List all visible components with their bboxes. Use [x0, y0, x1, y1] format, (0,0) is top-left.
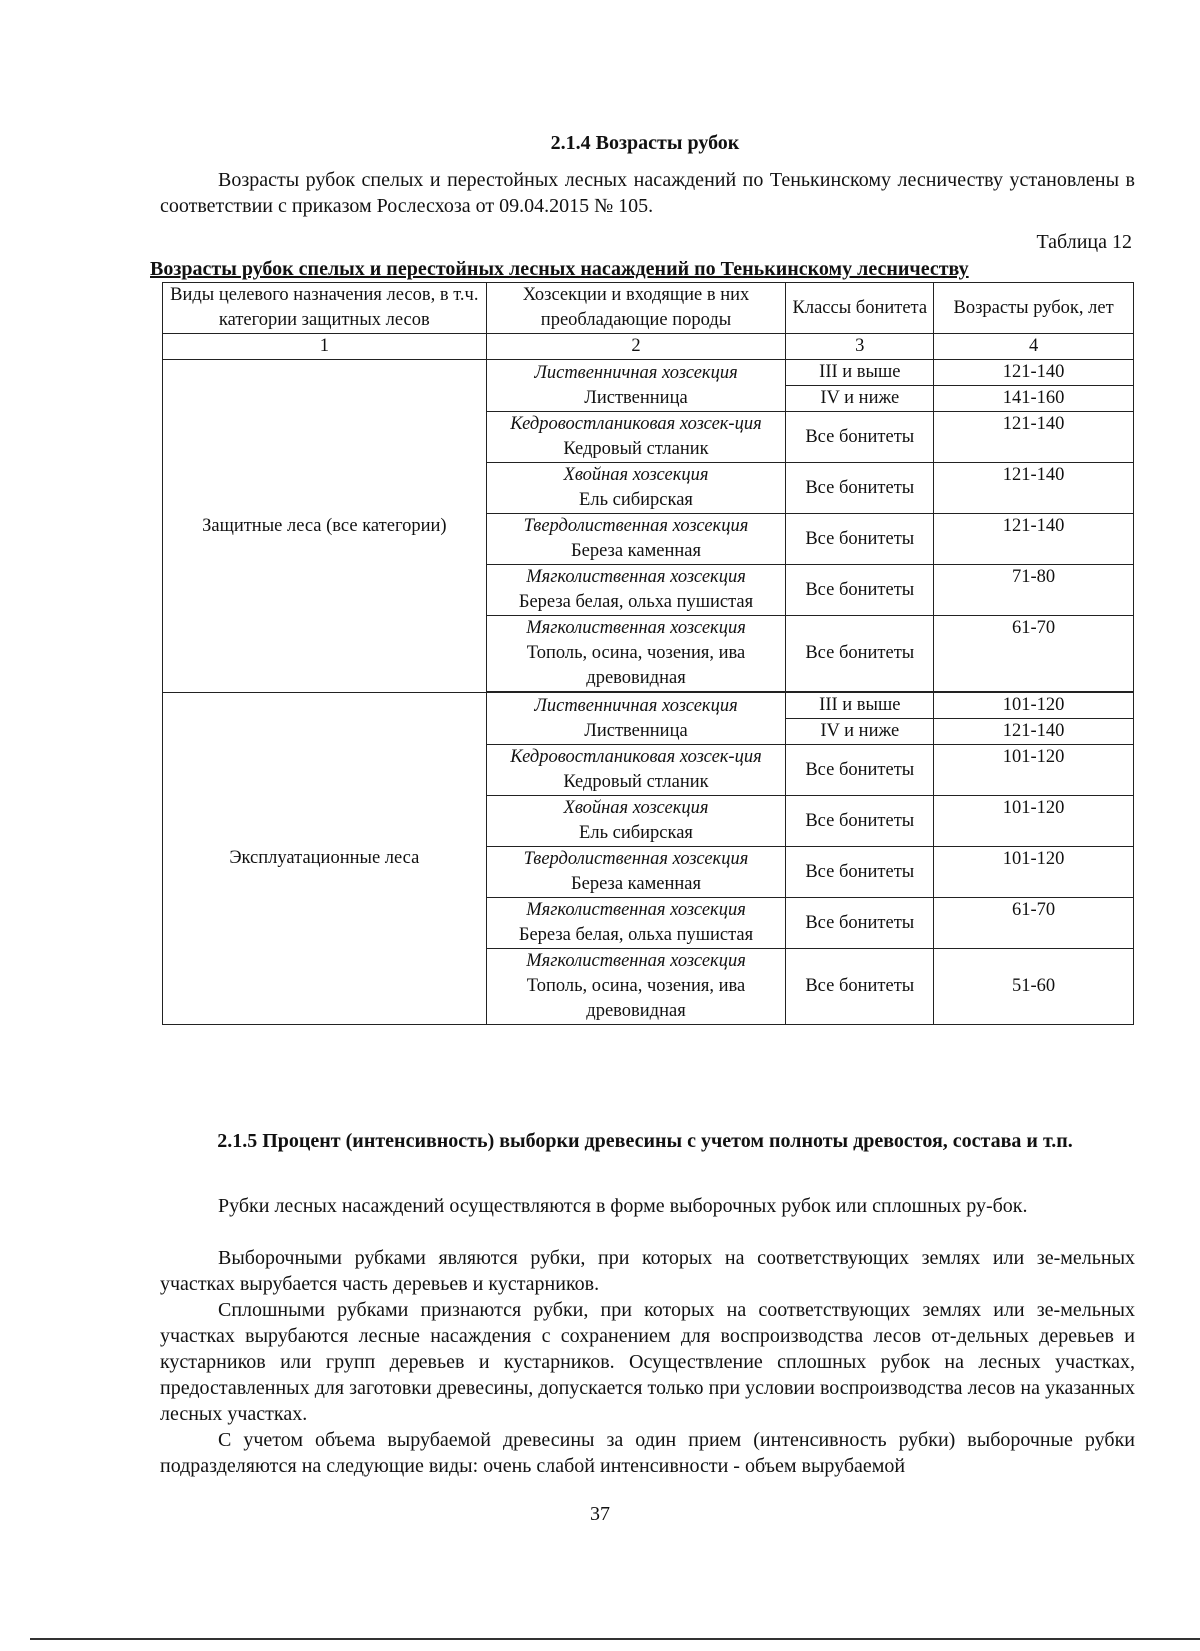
- species-name: Береза белая, ольха пушистая: [518, 592, 754, 612]
- species-name: Береза белая, ольха пушистая: [518, 925, 754, 945]
- age-cell: 101-120: [934, 693, 1134, 719]
- bonitet-cell: Все бонитеты: [786, 412, 934, 463]
- age-cell: 51-60: [934, 949, 1134, 1025]
- age-cell: 121-140: [934, 514, 1134, 565]
- bonitet-cell: III и выше: [786, 693, 934, 719]
- section-name: Мягколиственная хозсекция: [526, 567, 746, 587]
- age-cell: 121-140: [934, 719, 1134, 745]
- page-number: 37: [590, 1503, 610, 1525]
- section-name: Мягколиственная хозсекция: [526, 951, 746, 971]
- bonitet-cell: Все бонитеты: [786, 745, 934, 796]
- bonitet-cell: Все бонитеты: [786, 847, 934, 898]
- species-name: Кедровый стланик: [563, 439, 709, 459]
- section-title-2-1-4: 2.1.4 Возрасты рубок: [550, 132, 740, 154]
- paragraph: Выборочными рубками являются рубки, при которых на соответствующих землях или зе-мельных участках вырубается часть деревьев и кустарников.: [160, 1247, 1135, 1295]
- section-name: Кедровостланиковая хозсек-ция: [510, 747, 762, 767]
- age-cell: 121-140: [934, 463, 1134, 514]
- section-cell: [486, 514, 786, 565]
- species-name: Лиственница: [584, 387, 688, 408]
- section-cell: [486, 796, 786, 847]
- paragraph: С учетом объема вырубаемой древесины за один прием (интенсивность рубки) выборочные рубки подразделяются на следующие виды: очень слабой интенсивности - объем вырубаемой: [160, 1429, 1135, 1477]
- species-name: Тополь, осина, чозения, ива древовидная: [526, 976, 746, 1021]
- header-col1: Виды целевого назначения лесов, в т.ч. категории защитных лесов: [163, 283, 487, 334]
- bonitet-cell: III и выше: [786, 360, 934, 386]
- bonitet-cell: Все бонитеты: [786, 514, 934, 565]
- section-cell: [486, 616, 786, 692]
- cutting-age-table: [162, 282, 1134, 1025]
- age-cell: 71-80: [934, 565, 1134, 616]
- section-cell: [486, 693, 786, 745]
- section-title-2-1-5: 2.1.5 Процент (интенсивность) выборки древесины с учетом полноты древостоя, состава и т.п.: [217, 1130, 1073, 1152]
- scan-bottom-divider: [30, 1638, 1200, 1640]
- section-cell: [486, 847, 786, 898]
- header-col3: Классы бонитета: [786, 283, 934, 334]
- species-name: Береза каменная: [570, 541, 702, 561]
- section-cell: [486, 463, 786, 514]
- section-name: Хвойная хозсекция: [563, 798, 709, 818]
- section-cell: [486, 949, 786, 1025]
- colnum: 4: [934, 334, 1134, 360]
- table-row: [163, 360, 1134, 386]
- species-name: Береза каменная: [570, 874, 702, 894]
- section-cell: [486, 745, 786, 796]
- section-cell: [486, 898, 786, 949]
- table-header-row: [163, 283, 1134, 334]
- header-col4: Возрасты рубок, лет: [934, 283, 1134, 334]
- species-name: Ель сибирская: [579, 490, 693, 510]
- section-name: Твердолиственная хозсекция: [523, 849, 749, 869]
- age-cell: 101-120: [934, 847, 1134, 898]
- header-col2: Хозсекции и входящие в них преобладающие породы: [486, 283, 786, 334]
- age-cell: 61-70: [934, 898, 1134, 949]
- species-name: Кедровый стланик: [563, 772, 709, 792]
- section-name: Мягколиственная хозсекция: [526, 618, 746, 638]
- table-row: [163, 693, 1134, 719]
- colnum: 3: [786, 334, 934, 360]
- section-name: Кедровостланиковая хозсек-ция: [510, 414, 762, 434]
- section-name: Лиственничная хозсекция: [534, 695, 738, 716]
- colnum: 1: [163, 334, 487, 360]
- bonitet-cell: Все бонитеты: [786, 616, 934, 692]
- age-cell: 61-70: [934, 616, 1134, 692]
- age-cell: 101-120: [934, 796, 1134, 847]
- paragraph: Сплошными рубками признаются рубки, при которых на соответствующих землях или зе-мельных участках вырубаются лесные насаждения с сохранением для воспроизводства лесов от-дельных деревьев и кустарников или групп деревьев и кустарников. Осуществление сплошных рубок на лесных участках, предоставленных для заготовки древесины, допускается только при условии воспроизводства лесов на указанных лесных участках.: [160, 1299, 1135, 1425]
- species-name: Тополь, осина, чозения, ива древовидная: [526, 643, 746, 688]
- species-name: Лиственница: [584, 720, 688, 741]
- forest-type-cell: Защитные леса (все категории): [163, 360, 487, 693]
- table-title: Возрасты рубок спелых и перестойных лесных насаждений по Тенькинскому лесничеству: [150, 258, 969, 280]
- age-cell: 101-120: [934, 745, 1134, 796]
- bonitet-cell: Все бонитеты: [786, 796, 934, 847]
- table-number: Таблица 12: [1036, 231, 1132, 253]
- paragraph: Рубки лесных насаждений осуществляются в форме выборочных рубок или сплошных ру-бок.: [218, 1195, 1028, 1217]
- section-cell: [486, 412, 786, 463]
- age-cell: 141-160: [934, 386, 1134, 412]
- section-cell: [486, 565, 786, 616]
- bonitet-cell: Все бонитеты: [786, 463, 934, 514]
- bonitet-cell: Все бонитеты: [786, 949, 934, 1025]
- section-cell: [486, 360, 786, 412]
- section-name: Мягколиственная хозсекция: [526, 900, 746, 920]
- section-name: Твердолиственная хозсекция: [523, 516, 749, 536]
- section-name: Лиственничная хозсекция: [534, 362, 738, 383]
- bonitet-cell: Все бонитеты: [786, 565, 934, 616]
- bonitet-cell: IV и ниже: [786, 386, 934, 412]
- section-intro: Возрасты рубок спелых и перестойных лесных насаждений по Тенькинскому лесничеству установлены в соответствии с приказом Рослесхоза от 09.04.2015 № 105.: [160, 169, 1135, 217]
- colnum: 2: [486, 334, 786, 360]
- table-colnum-row: [163, 334, 1134, 360]
- section-name: Хвойная хозсекция: [563, 465, 709, 485]
- age-cell: 121-140: [934, 412, 1134, 463]
- forest-type-cell: Эксплуатационные леса: [163, 693, 487, 1025]
- bonitet-cell: Все бонитеты: [786, 898, 934, 949]
- species-name: Ель сибирская: [579, 823, 693, 843]
- age-cell: 121-140: [934, 360, 1134, 386]
- bonitet-cell: IV и ниже: [786, 719, 934, 745]
